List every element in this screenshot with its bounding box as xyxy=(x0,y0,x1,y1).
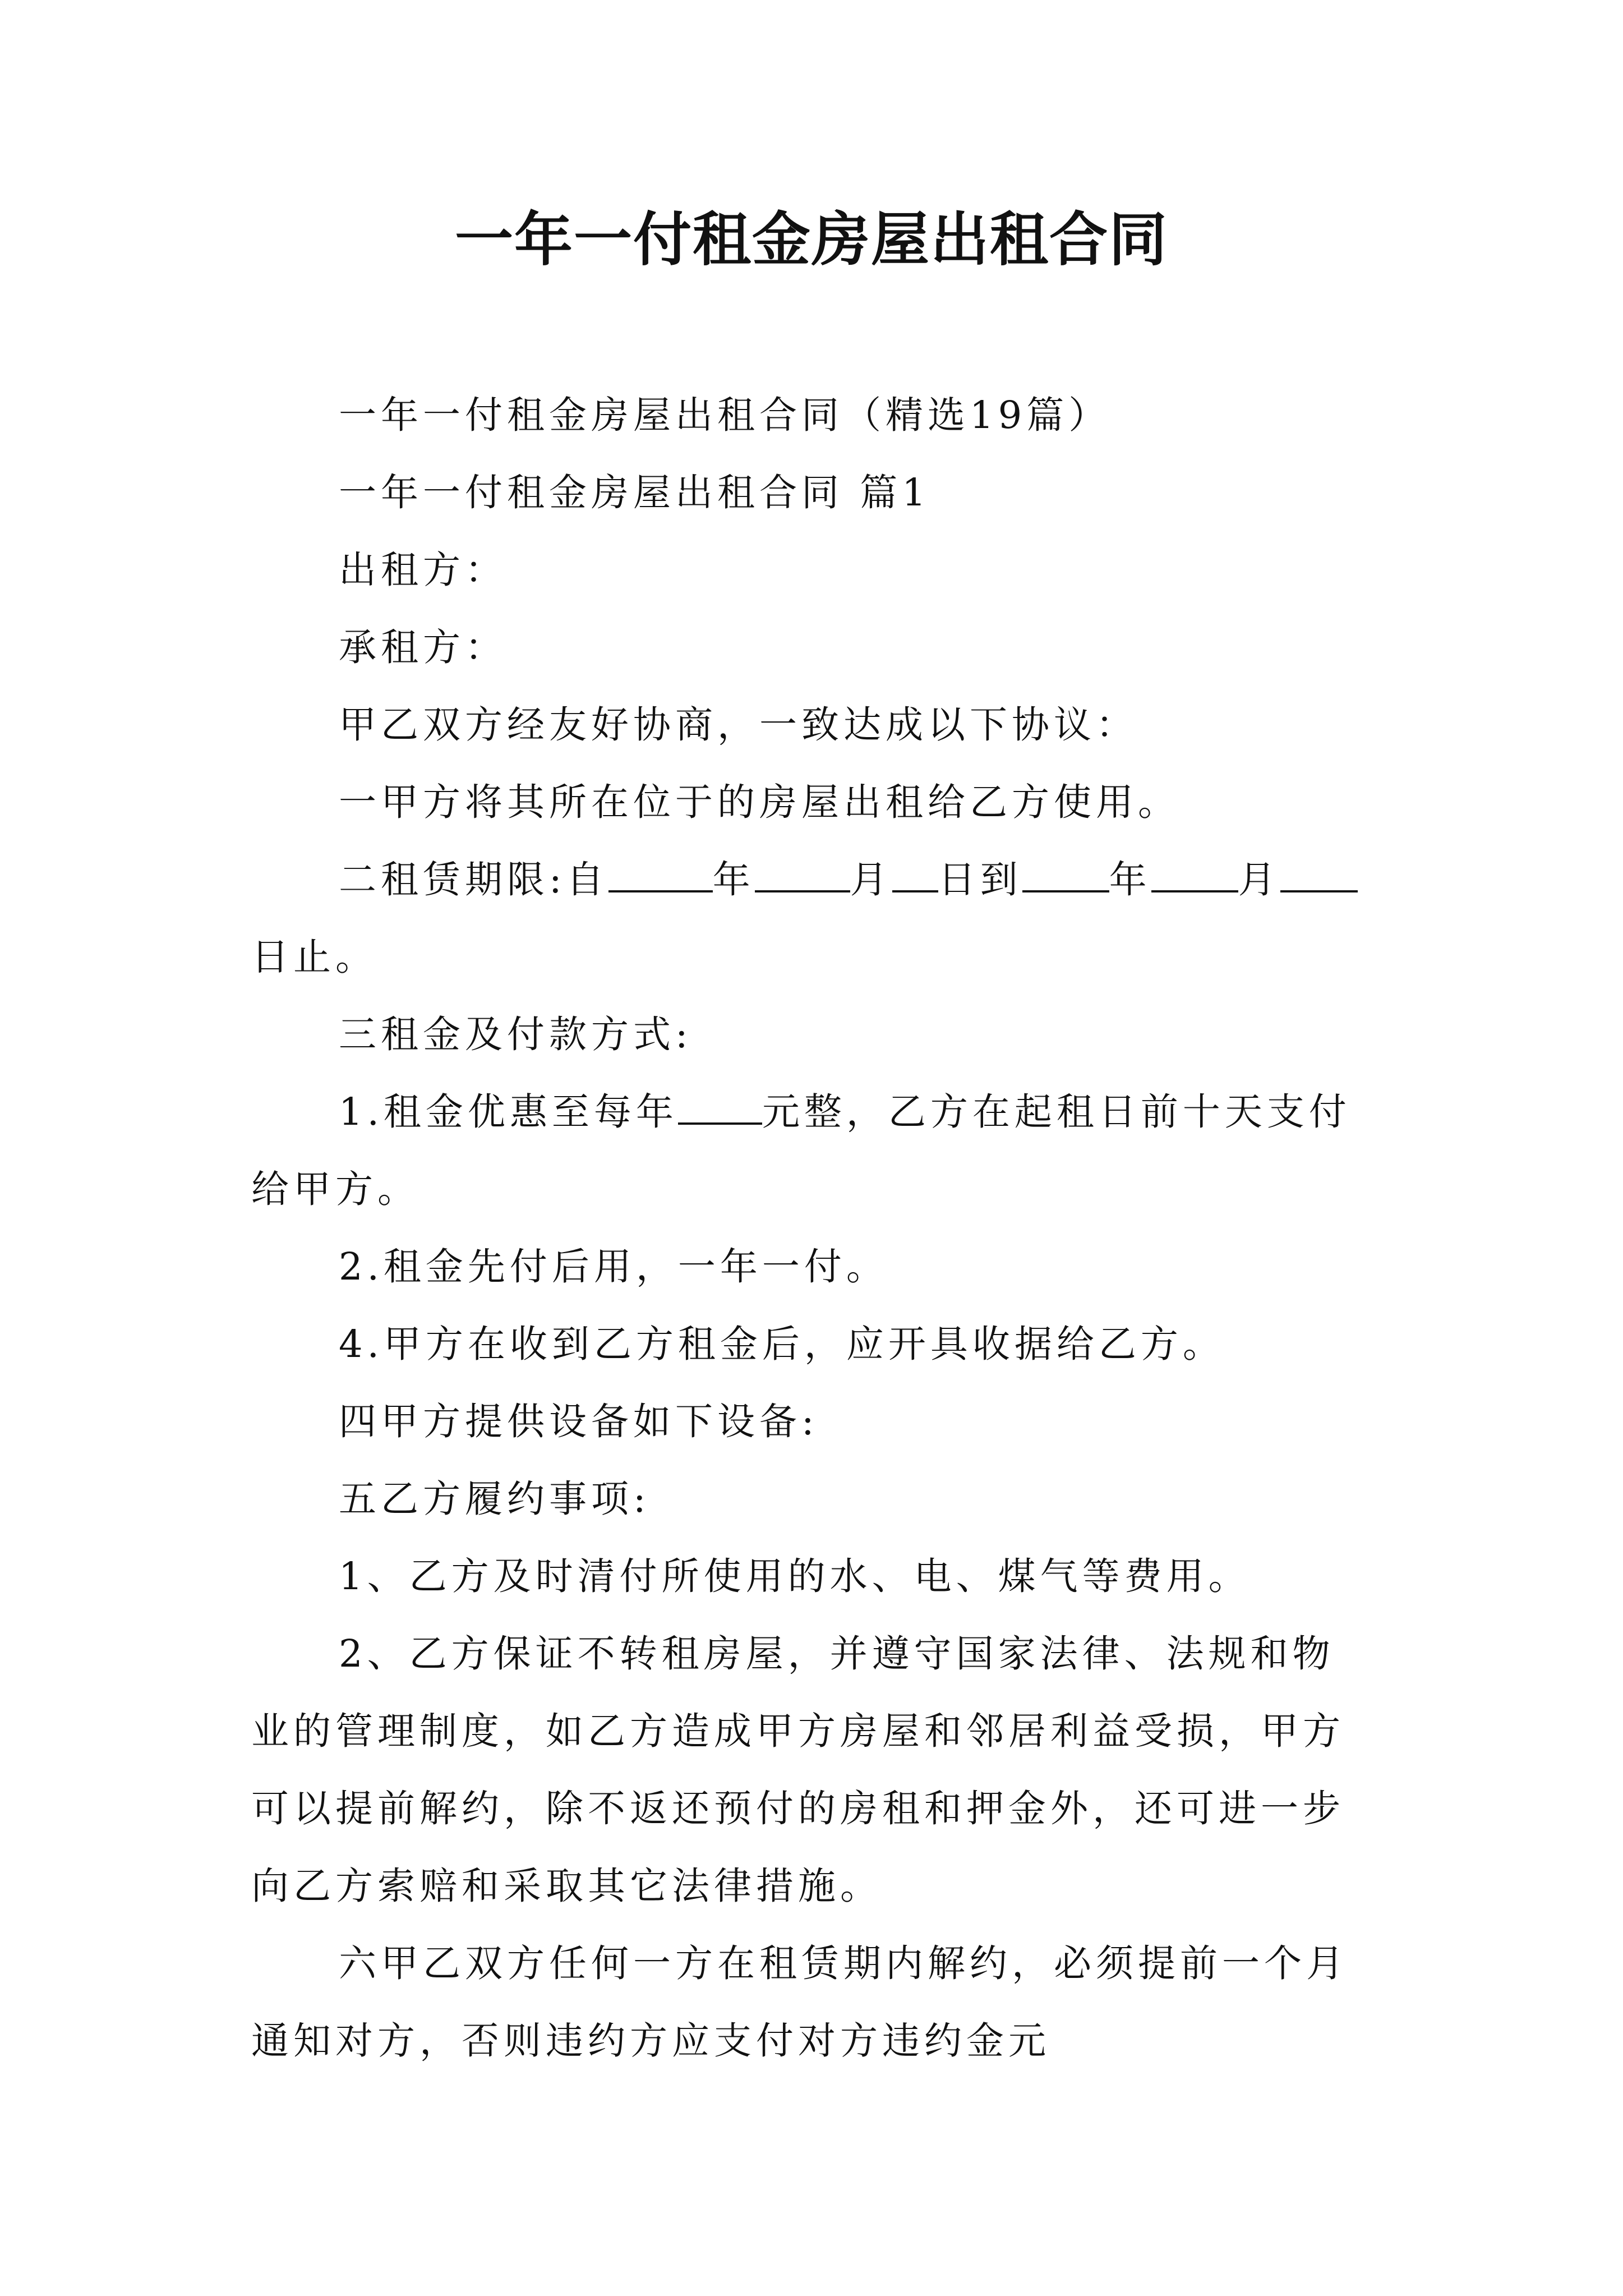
clause-5-item-1: 1、乙方及时清付所使用的水、电、煤气等费用。 xyxy=(339,1554,1251,1598)
start-year-blank xyxy=(608,853,713,892)
clause-3-item-1-continuation: 给甲方。 xyxy=(251,1167,419,1211)
rent-amount-blank xyxy=(678,1085,762,1125)
lease-term-prefix: 二租赁期限:自 xyxy=(339,858,608,901)
agreement-intro: 甲乙双方经友好协商，一致达成以下协议： xyxy=(339,703,1138,747)
start-month-blank xyxy=(755,853,850,892)
clause-2-lease-term xyxy=(339,852,1358,908)
rent-amount-suffix: 元整，乙方在起租日前十天支付 xyxy=(762,1090,1351,1134)
end-month-blank xyxy=(1151,853,1238,892)
lessee-label: 承租方： xyxy=(339,625,507,669)
section-heading: 一年一付租金房屋出租合同 篇1 xyxy=(339,471,930,514)
start-day-blank xyxy=(892,853,938,892)
clause-1: 一甲方将其所在位于的房屋出租给乙方使用。 xyxy=(339,780,1180,824)
clause-3-item-1 xyxy=(339,1084,1351,1140)
clause-4: 四甲方提供设备如下设备: xyxy=(339,1400,819,1443)
clause-6-line: 通知对方，否则违约方应支付对方违约金元 xyxy=(251,2019,1050,2063)
clause-3-item-4: 4.甲方在收到乙方租金后，应开具收据给乙方。 xyxy=(339,1322,1225,1366)
clause-5-item-2-line: 可以提前解约，除不返还预付的房租和押金外，还可进一步 xyxy=(251,1787,1345,1830)
day-to-label: 日到 xyxy=(938,858,1022,901)
document-subtitle: 一年一付租金房屋出租合同（精选19篇） xyxy=(339,393,1111,437)
document-title: 一年一付租金房屋出租合同 xyxy=(454,205,1168,274)
end-month-label: 月 xyxy=(1238,858,1280,901)
start-month-label: 月 xyxy=(850,858,892,901)
end-day-blank xyxy=(1280,853,1358,892)
clause-3-item-2: 2.租金先付后用，一年一付。 xyxy=(339,1245,888,1289)
clause-2-end: 日止。 xyxy=(251,935,377,979)
clause-6-line: 六甲乙双方任何一方在租赁期内解约，必须提前一个月 xyxy=(339,1941,1348,1985)
lessor-label: 出租方： xyxy=(339,548,507,592)
clause-5-item-2-line: 向乙方索赔和采取其它法律措施。 xyxy=(251,1864,882,1908)
start-year-label: 年 xyxy=(712,858,755,901)
clause-3-heading: 三租金及付款方式: xyxy=(339,1013,693,1056)
clause-5-heading: 五乙方履约事项: xyxy=(339,1477,651,1521)
end-year-label: 年 xyxy=(1109,858,1151,901)
rent-amount-prefix: 1.租金优惠至每年 xyxy=(339,1090,678,1134)
end-year-blank xyxy=(1022,853,1109,892)
clause-5-item-2-line: 业的管理制度，如乙方造成甲方房屋和邻居利益受损，甲方 xyxy=(251,1709,1345,1753)
clause-5-item-2-line: 2、乙方保证不转租房屋，并遵守国家法律、法规和物 xyxy=(339,1632,1335,1676)
